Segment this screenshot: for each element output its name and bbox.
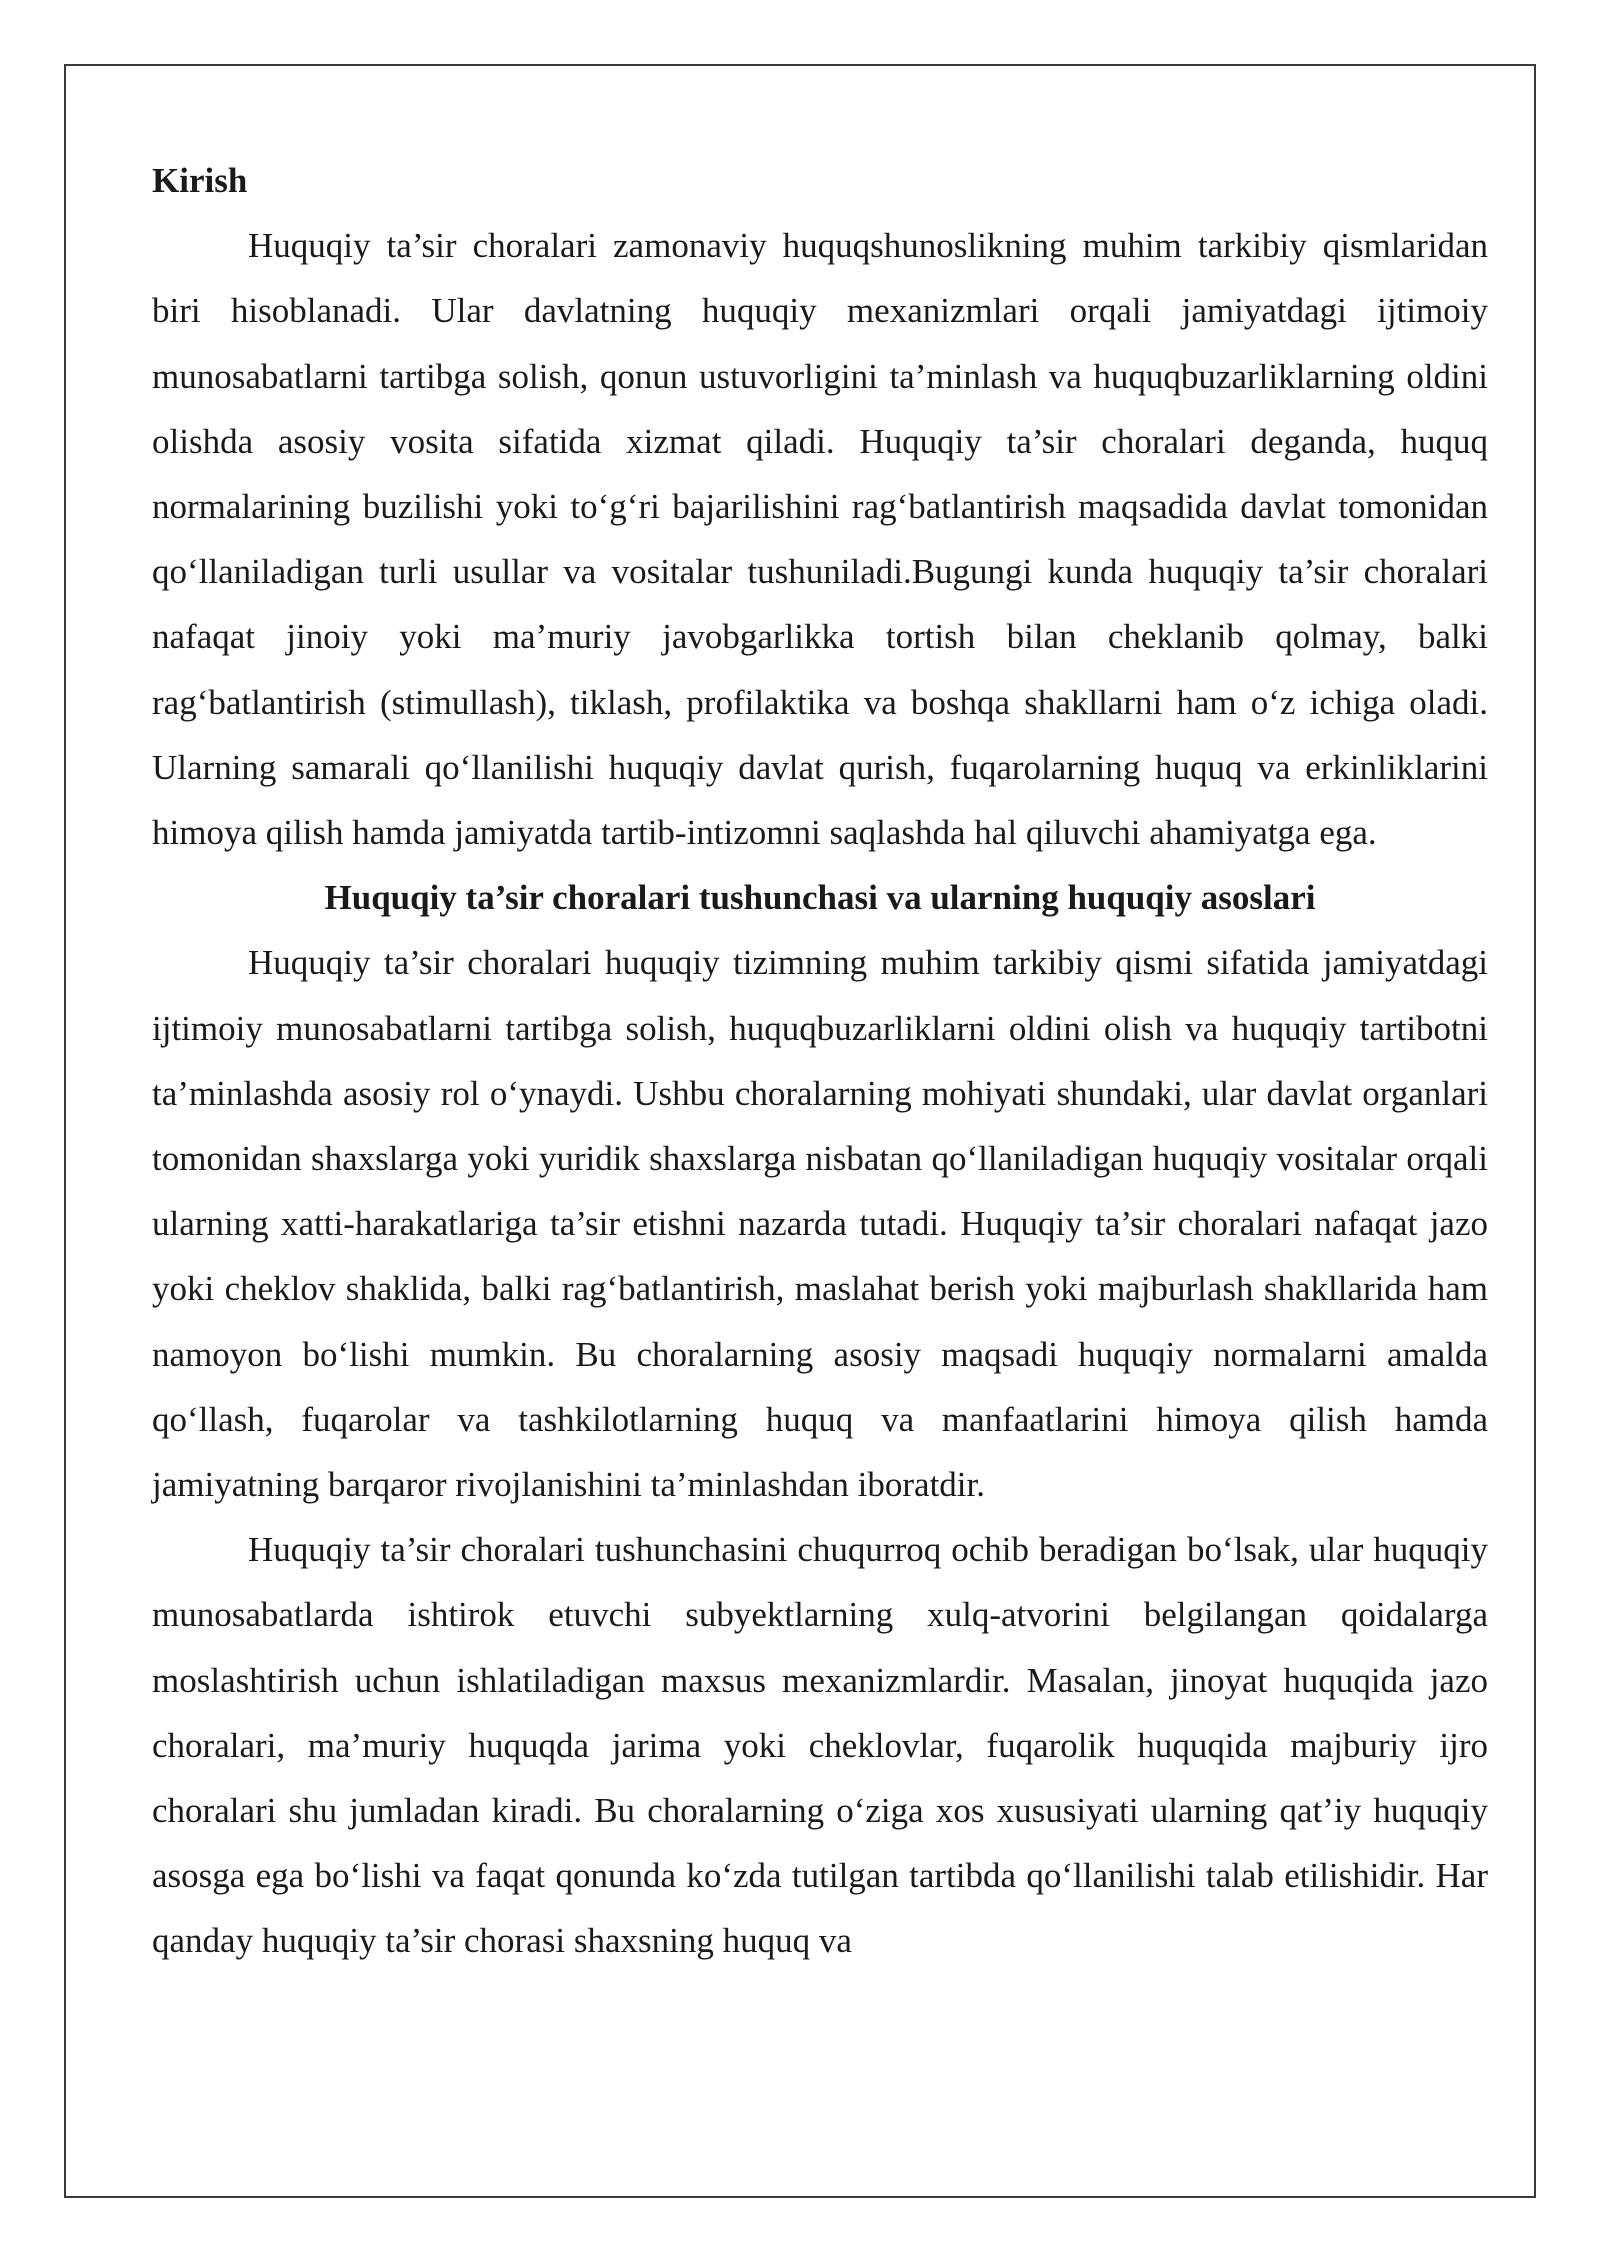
intro-heading: Kirish — [152, 161, 248, 200]
section-paragraph-1: Huquqiy ta’sir choralari huquqiy tizimning muhim tarkibiy qismi sifatida jamiyatdagi ijtimoiy munosabatlarni tartibga solish, huquqbuzarliklarni oldini olish va huquqiy tartibotni ta’minlashda asosiy rol o‘ynaydi. Ushbu choralarning mohiyati shundaki, ular davlat organlari tomonidan shaxslarga yoki yuridik shaxslarga nisbatan qo‘llaniladigan huquqiy vositalar orqali ularning xatti-harakatlariga ta’sir etishni nazarda tutadi. Huquqiy ta’sir choralari nafaqat jazo yoki cheklov shaklida, balki rag‘batlantirish, maslahat berish yoki majburlash shakllarida ham namoyon bo‘lishi mumkin. Bu choralarning asosiy maqsadi huquqiy normalarni amalda qo‘llash, fuqarolar va tashkilotlarning huquq va manfaatlarini himoya qilish hamda jamiyatning barqaror rivojlanishini ta’minlashdan iboratdir. — [152, 943, 1488, 1505]
document-body — [152, 148, 1488, 1974]
section-paragraph-2: Huquqiy ta’sir choralari tushunchasini chuqurroq ochib beradigan bo‘lsak, ular huquqiy munosabatlarda ishtirok etuvchi subyektlarning xulq-atvorini belgilangan qoidalarga moslashtirish uchun ishlatiladigan maxsus mexanizmlardir. Masalan, jinoyat huquqida jazo choralari, ma’muriy huquqda jarima yoki cheklovlar, fuqarolik huquqida majburiy ijro choralari shu jumladan kiradi. Bu choralarning o‘ziga xos xususiyati ularning qat’iy huquqiy asosga ega bo‘lishi va faqat qonunda ko‘zda tutilgan tartibda qo‘llanilishi talab etilishidir. Har qanday huquqiy ta’sir chorasi shaxsning huquq va — [152, 1530, 1488, 1961]
section-heading: Huquqiy ta’sir choralari tushunchasi va ularning huquqiy asoslari — [324, 878, 1316, 918]
intro-paragraph: Huquqiy ta’sir choralari zamonaviy huquqshunoslikning muhim tarkibiy qismlaridan biri hisoblanadi. Ular davlatning huquqiy mexanizmlari orqali jamiyatdagi ijtimoiy munosabatlarni tartibga solish, qonun ustuvorligini ta’minlash va huquqbuzarliklarning oldini olishda asosiy vosita sifatida xizmat qiladi. Huquqiy ta’sir choralari deganda, huquq normalarining buzilishi yoki to‘g‘ri bajarilishini rag‘batlantirish maqsadida davlat tomonidan qo‘llaniladigan turli usullar va vositalar tushuniladi.Bugungi kunda huquqiy ta’sir choralari nafaqat jinoiy yoki ma’muriy javobgarlikka tortish bilan cheklanib qolmay, balki rag‘batlantirish (stimullash), tiklash, profilaktika va boshqa shakllarni ham o‘z ichiga oladi. Ularning samarali qo‘llanilishi huquqiy davlat qurish, fuqarolarning huquq va erkinliklarini himoya qilish hamda jamiyatda tartib-intizomni saqlashda hal qiluvchi ahamiyatga ega. — [152, 226, 1488, 853]
